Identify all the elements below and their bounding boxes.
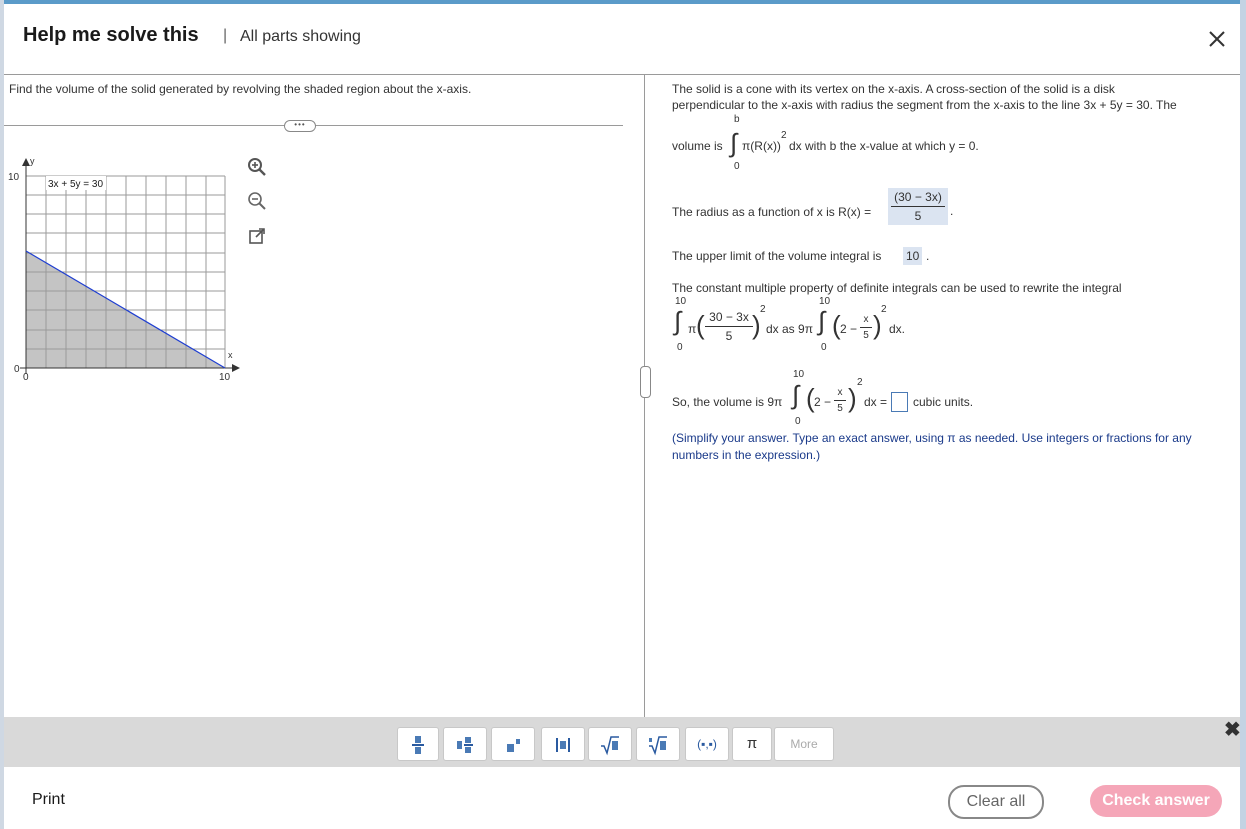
int3-fraction <box>834 387 846 414</box>
constant-multiple-text: The constant multiple property of definite integrals can be used to rewrite the integral <box>672 281 1122 295</box>
volume-answer-input[interactable] <box>891 392 908 412</box>
exponent-icon <box>505 734 521 756</box>
nth-root-button[interactable] <box>636 727 680 761</box>
int2-numerator: x <box>863 314 869 325</box>
fraction-button[interactable] <box>397 727 439 761</box>
radius-fraction-bar <box>891 206 945 207</box>
dialog-title: Help me solve this <box>23 24 199 46</box>
int1-numerator: 30 − 3x <box>709 310 749 324</box>
solution-line-2: perpendicular to the x-axis with radius the segment from the x-axis to the line 3x + 5y = 30. The <box>672 98 1177 112</box>
int2-dx: dx. <box>889 322 906 336</box>
equation-label: 3x + 5y = 30 <box>48 179 104 190</box>
external-link-icon[interactable] <box>246 225 268 247</box>
math-toolbar <box>4 717 1240 767</box>
upper-limit-answer: 10 <box>903 247 922 265</box>
x-tick-10: 10 <box>219 372 231 383</box>
close-icon[interactable] <box>1204 26 1230 52</box>
int3-dx-equals: dx = <box>864 395 888 409</box>
mixed-number-icon <box>456 734 474 756</box>
y-axis-label: y <box>30 156 35 166</box>
y-tick-10: 10 <box>8 172 20 183</box>
check-answer-button[interactable]: Check answer <box>1090 785 1222 817</box>
int3-right-paren: ) <box>848 383 857 413</box>
so-volume-text: So, the volume is 9π <box>672 395 783 409</box>
nth-root-icon <box>648 734 668 756</box>
int2-upper: 10 <box>819 296 831 307</box>
square-root-button[interactable] <box>588 727 632 761</box>
integrand: π(R(x)) <box>742 139 781 153</box>
fraction-icon <box>411 734 425 756</box>
int1-fraction-bar <box>705 326 753 327</box>
mixed-number-button[interactable] <box>443 727 487 761</box>
zoom-out-icon[interactable] <box>246 190 268 212</box>
dialog-subtitle: All parts showing <box>240 28 361 45</box>
int2-right-paren: ) <box>873 310 882 340</box>
show-more-button[interactable]: ••• <box>284 120 316 132</box>
zoom-in-icon[interactable] <box>246 156 268 178</box>
upper-limit-period: . <box>926 249 930 263</box>
int1-upper: 10 <box>675 296 687 307</box>
int3-numerator: x <box>837 387 843 398</box>
radius-text: The radius as a function of x is R(x) = <box>672 205 872 219</box>
int1-fraction <box>705 310 753 343</box>
int3-left-paren: ( <box>806 383 815 413</box>
int2-exponent: 2 <box>881 304 887 315</box>
dialog-footer <box>4 767 1240 829</box>
solution-line-1: The solid is a cone with its vertex on the x-axis. A cross-section of the solid is a disk <box>672 82 1115 96</box>
int1-denominator: 5 <box>725 329 733 343</box>
pi-button[interactable]: π <box>732 727 772 761</box>
int3-fraction-bar <box>834 400 846 401</box>
print-button[interactable]: Print <box>32 791 65 808</box>
radius-answer <box>888 188 948 225</box>
int2-denominator: 5 <box>863 330 869 341</box>
pane-splitter-handle[interactable] <box>640 366 651 398</box>
volume-is-label: volume is <box>672 139 723 153</box>
y-tick-0: 0 <box>14 364 20 375</box>
upper-limit-text: The upper limit of the volume integral is <box>672 249 882 263</box>
title-separator: | <box>223 27 228 44</box>
dialog-header <box>4 4 1240 75</box>
radius-denominator: 5 <box>914 209 922 223</box>
int1-right-paren: ) <box>752 310 761 340</box>
int3-denominator: 5 <box>837 403 843 414</box>
int2-lower: 0 <box>821 342 827 353</box>
integrand-exponent: 2 <box>781 130 787 141</box>
int3-lower: 0 <box>795 416 801 427</box>
int1-exponent: 2 <box>760 304 766 315</box>
radius-numerator: (30 − 3x) <box>894 190 942 204</box>
x-axis-arrow <box>232 364 240 372</box>
int3-sign: ∫ <box>792 380 800 410</box>
int3-two-minus: 2 − <box>814 395 832 409</box>
int1-sign: ∫ <box>674 306 682 336</box>
x-axis-label: x <box>228 350 233 360</box>
absolute-value-button[interactable] <box>541 727 585 761</box>
int2-sign: ∫ <box>818 306 826 336</box>
int2-two-minus: 2 − <box>840 322 858 336</box>
answer-instructions: (Simplify your answer. Type an exact answer, using π as needed. Use integers or fractions for any numbers in the expression.) <box>672 431 1192 462</box>
toolbar-close-icon[interactable]: ✖ <box>1224 719 1241 741</box>
region-graph <box>0 150 245 385</box>
integrand-tail: dx with b the x-value at which y = 0. <box>789 139 979 153</box>
int2-fraction <box>860 314 872 341</box>
int3-exponent: 2 <box>857 377 863 388</box>
int1-lower: 0 <box>677 342 683 353</box>
integral-sign: ∫ <box>730 128 738 158</box>
integral-lower-0: 0 <box>734 161 740 172</box>
y-axis-arrow <box>22 158 30 166</box>
int1-pi: π <box>688 322 697 336</box>
question-text: Find the volume of the solid generated by revolving the shaded region about the x-axis. <box>9 82 472 96</box>
exponent-button[interactable] <box>491 727 535 761</box>
right-edge-scrollbar[interactable] <box>1240 0 1246 829</box>
clear-all-button[interactable]: Clear all <box>948 785 1044 819</box>
int1-left-paren: ( <box>696 310 705 340</box>
interval-button[interactable]: (▪,▪) <box>685 727 729 761</box>
cubic-units-text: cubic units. <box>913 395 974 409</box>
square-root-icon <box>600 734 620 756</box>
x-tick-0: 0 <box>23 372 29 383</box>
absolute-value-icon <box>554 734 572 756</box>
int2-left-paren: ( <box>832 310 841 340</box>
dx-as-text: dx as 9π <box>766 322 813 336</box>
more-button[interactable]: More <box>774 727 834 761</box>
integral-upper-b: b <box>734 114 740 125</box>
int3-upper: 10 <box>793 369 805 380</box>
int2-fraction-bar <box>860 327 872 328</box>
radius-period: . <box>950 204 954 218</box>
